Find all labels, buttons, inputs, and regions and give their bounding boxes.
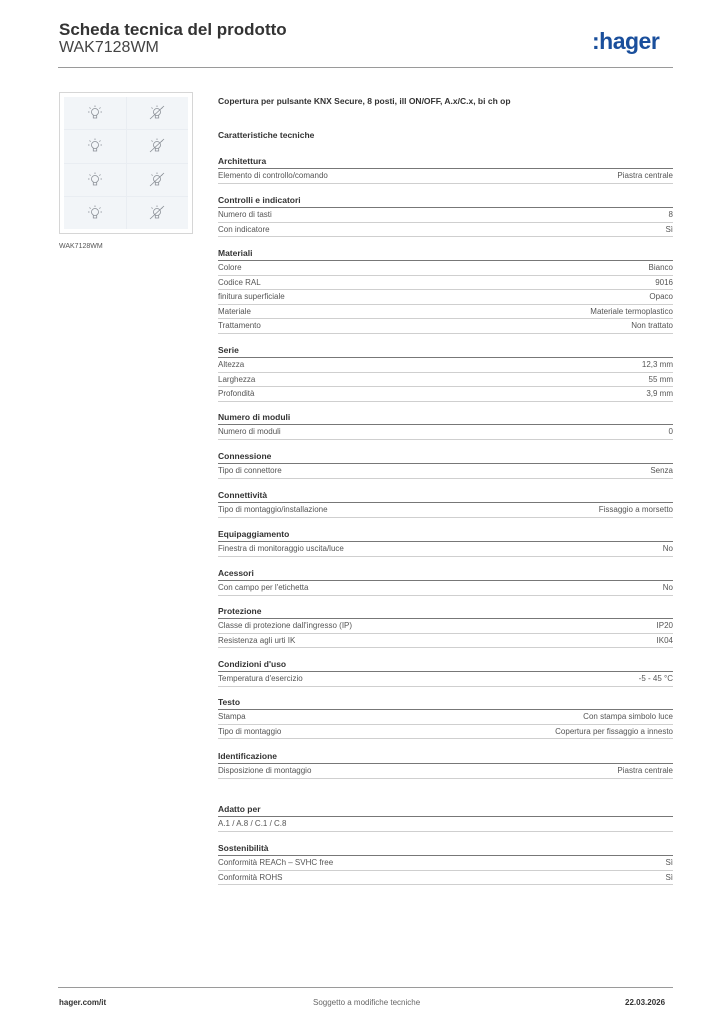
section-heading: Condizioni d'uso — [218, 659, 673, 672]
spec-value: Senza — [650, 466, 673, 475]
spec-row — [218, 319, 673, 334]
spec-row — [218, 619, 673, 634]
spec-section — [218, 345, 673, 402]
spec-label: Trattamento — [218, 321, 261, 330]
section-heading: Numero di moduli — [218, 412, 673, 425]
spec-section — [218, 659, 673, 687]
spec-label: Tipo di montaggio/installazione — [218, 505, 328, 514]
spec-value: Piastra centrale — [617, 171, 673, 180]
spec-section — [218, 568, 673, 596]
lamp-on-icon — [64, 130, 126, 162]
spec-value: 3,9 mm — [646, 389, 673, 398]
section-heading: Sostenibilità — [218, 843, 673, 856]
footer-date: 22.03.2026 — [625, 998, 666, 1007]
spec-value: No — [662, 544, 673, 553]
spec-section — [218, 751, 673, 779]
spec-section — [218, 804, 673, 832]
header-divider — [58, 67, 673, 68]
lamp-off-icon — [127, 164, 189, 196]
spec-value: Sì — [665, 224, 673, 234]
spec-row — [218, 634, 673, 649]
spec-section — [218, 156, 673, 184]
section-heading: Materiali — [218, 248, 673, 261]
product-description: Copertura per pulsante KNX Secure, 8 posti, ill ON/OFF, A.x/C.x, bi ch op — [218, 96, 511, 106]
spec-value: 12,3 mm — [641, 360, 673, 369]
spec-label: Conformità ROHS — [218, 872, 283, 882]
spec-row — [218, 208, 673, 223]
section-heading: Architettura — [218, 156, 673, 169]
document-title: Scheda tecnica del prodotto — [59, 20, 287, 39]
spec-row — [218, 358, 673, 373]
lamp-on-icon — [64, 197, 126, 229]
spec-row — [218, 725, 673, 740]
spec-value: No — [662, 583, 673, 592]
spec-section — [218, 451, 673, 479]
spec-row — [218, 710, 673, 725]
spec-label: Con campo per l'etichetta — [218, 583, 309, 592]
spec-value: Non trattato — [631, 321, 673, 330]
spec-value: 55 mm — [648, 374, 673, 384]
spec-value: Fissaggio a morsetto — [598, 505, 673, 514]
footer-website: hager.com/it — [59, 998, 107, 1007]
section-heading: Equipaggiamento — [218, 529, 673, 542]
lamp-off-icon — [127, 97, 189, 129]
spec-label: A.1 / A.8 / C.1 / C.8 — [218, 819, 287, 828]
spec-label: Profondità — [218, 389, 255, 398]
spec-label: Resistenza agli urti IK — [218, 635, 296, 645]
spec-section — [218, 412, 673, 440]
spec-row — [218, 817, 673, 832]
lamp-on-icon — [64, 97, 126, 129]
spec-row — [218, 276, 673, 291]
spec-value: 0 — [668, 427, 673, 436]
spec-row — [218, 503, 673, 518]
spec-label: Materiale — [218, 306, 251, 316]
spec-value: 8 — [668, 210, 673, 219]
spec-label: Temperatura d'esercizio — [218, 674, 303, 683]
spec-label: Altezza — [218, 360, 245, 369]
spec-label: Stampa — [218, 712, 246, 721]
lamp-on-icon — [64, 164, 126, 196]
spec-row — [218, 581, 673, 596]
spec-row — [218, 425, 673, 440]
spec-value: Bianco — [648, 263, 673, 272]
hager-logo: :hager — [592, 28, 660, 54]
product-image — [59, 92, 193, 234]
lamp-off-icon — [127, 197, 189, 229]
spec-label: Disposizione di montaggio — [218, 766, 312, 775]
lamp-off-icon — [127, 130, 189, 162]
spec-section — [218, 490, 673, 518]
section-heading: Protezione — [218, 606, 673, 619]
spec-section — [218, 697, 673, 739]
spec-value: IK04 — [656, 635, 673, 645]
spec-section — [218, 195, 673, 237]
section-heading: Connessione — [218, 451, 673, 464]
spec-row — [218, 261, 673, 276]
spec-section — [218, 248, 673, 334]
spec-value: Materiale termoplastico — [590, 306, 673, 316]
spec-label: Numero di tasti — [218, 210, 272, 219]
spec-row — [218, 542, 673, 557]
spec-label: Numero di moduli — [218, 427, 281, 436]
section-heading: Serie — [218, 345, 673, 358]
spec-row — [218, 871, 673, 886]
spec-label: Larghezza — [218, 374, 256, 384]
spec-row — [218, 223, 673, 238]
spec-row — [218, 169, 673, 184]
spec-value: Sì — [665, 872, 673, 882]
spec-label: Con indicatore — [218, 224, 270, 234]
section-heading: Adatto per — [218, 804, 673, 817]
spec-value: Copertura per fissaggio a innesto — [555, 726, 673, 736]
spec-label: Finestra di monitoraggio uscita/luce — [218, 544, 344, 553]
product-image-caption: WAK7128WM — [59, 243, 103, 250]
spec-section — [218, 606, 673, 648]
spec-label: Codice RAL — [218, 277, 261, 287]
spec-row — [218, 387, 673, 402]
spec-value: Sì — [665, 858, 673, 867]
spec-section — [218, 529, 673, 557]
product-code: WAK7128WM — [59, 39, 159, 56]
spec-row — [218, 856, 673, 871]
section-heading: Connettività — [218, 490, 673, 503]
spec-row — [218, 672, 673, 687]
footer-note: Soggetto a modifiche tecniche — [313, 998, 421, 1007]
spec-value: -5 - 45 °C — [638, 674, 673, 683]
spec-row — [218, 764, 673, 779]
section-heading: Acessori — [218, 568, 673, 581]
spec-row — [218, 305, 673, 320]
spec-value: Con stampa simbolo luce — [583, 712, 673, 721]
spec-row — [218, 290, 673, 305]
spec-title: Caratteristiche tecniche — [218, 130, 315, 140]
spec-label: Classe di protezione dall'ingresso (IP) — [218, 621, 353, 630]
section-heading: Identificazione — [218, 751, 673, 764]
spec-label: finitura superficiale — [218, 292, 285, 301]
spec-label: Tipo di connettore — [218, 466, 282, 475]
footer-divider — [58, 987, 673, 988]
spec-row — [218, 464, 673, 479]
spec-value: Opaco — [649, 292, 673, 301]
spec-label: Colore — [218, 263, 242, 272]
section-heading: Testo — [218, 697, 673, 710]
spec-section — [218, 843, 673, 885]
spec-value: 9016 — [655, 277, 673, 287]
spec-label: Conformità REACh – SVHC free — [218, 858, 334, 867]
section-heading: Controlli e indicatori — [218, 195, 673, 208]
spec-value: IP20 — [656, 621, 673, 630]
spec-label: Tipo di montaggio — [218, 726, 282, 736]
spec-value: Piastra centrale — [617, 766, 673, 775]
spec-label: Elemento di controllo/comando — [218, 171, 328, 180]
spec-row — [218, 373, 673, 388]
